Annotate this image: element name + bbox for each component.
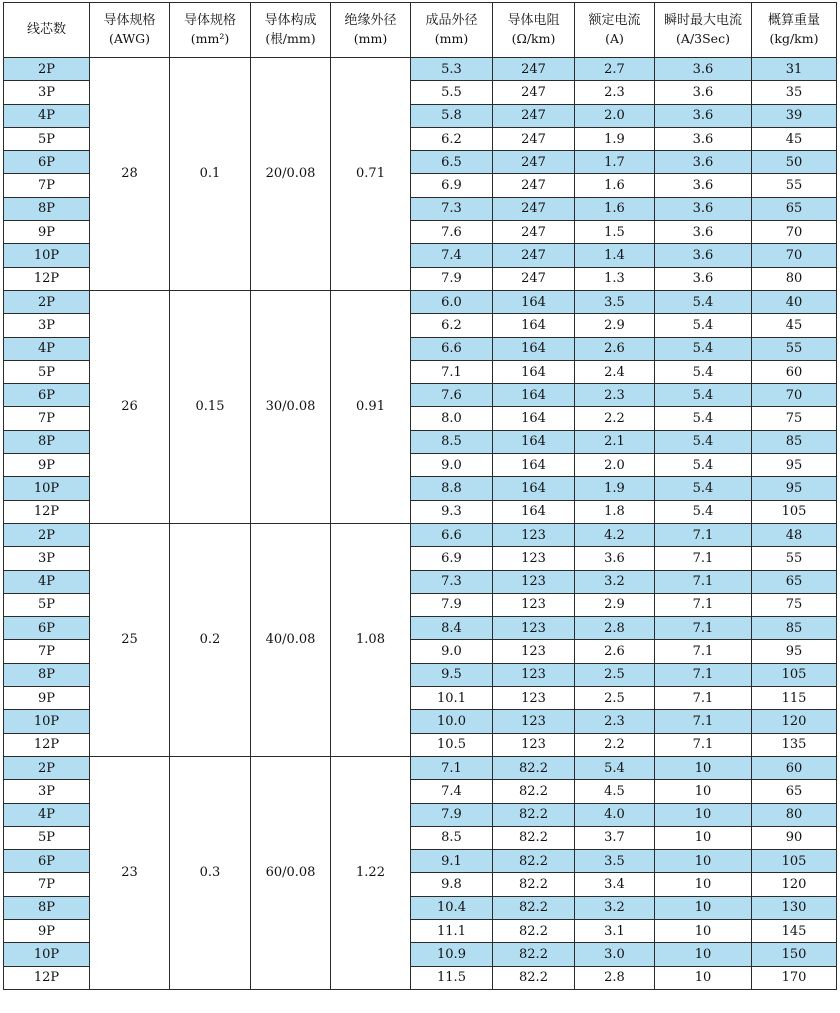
cell-strand: 40/0.08 [251,523,331,756]
table-body [4,58,837,990]
cell-outer-diameter: 9.0 [411,454,493,477]
cell-max-current: 3.6 [655,104,752,127]
cell-rated-current: 2.4 [575,360,655,383]
cell-max-current: 3.6 [655,221,752,244]
cell-max-current: 5.4 [655,454,752,477]
cell-max-current: 3.6 [655,81,752,104]
cell-rated-current: 3.7 [575,826,655,849]
cell-outer-diameter: 7.9 [411,803,493,826]
cell-resistance: 123 [493,663,575,686]
cell-insulation: 1.08 [331,523,411,756]
cell-cores: 9P [4,687,90,710]
cell-weight: 70 [752,221,837,244]
header-insulation: 绝缘外径 (mm) [331,3,411,58]
table-row [4,290,837,313]
cell-max-current: 10 [655,919,752,942]
cell-weight: 130 [752,896,837,919]
cell-mm2: 0.1 [170,58,251,291]
cell-cores: 7P [4,174,90,197]
header-outer-diameter: 成品外径 (mm) [411,3,493,58]
cell-outer-diameter: 5.5 [411,81,493,104]
cell-max-current: 5.4 [655,407,752,430]
cell-resistance: 123 [493,640,575,663]
cell-cores: 3P [4,780,90,803]
header-weight: 概算重量 (kg/km) [752,3,837,58]
cell-strand: 60/0.08 [251,756,331,989]
cell-weight: 135 [752,733,837,756]
cell-outer-diameter: 7.4 [411,780,493,803]
cell-resistance: 247 [493,197,575,220]
cell-max-current: 3.6 [655,197,752,220]
cell-outer-diameter: 10.5 [411,733,493,756]
cell-outer-diameter: 7.3 [411,570,493,593]
cell-outer-diameter: 9.5 [411,663,493,686]
cell-max-current: 10 [655,850,752,873]
cell-cores: 10P [4,710,90,733]
cell-outer-diameter: 8.8 [411,477,493,500]
cell-rated-current: 4.2 [575,523,655,546]
cell-max-current: 3.6 [655,127,752,150]
cell-cores: 7P [4,873,90,896]
cell-weight: 50 [752,151,837,174]
cell-cores: 5P [4,826,90,849]
cell-max-current: 7.1 [655,547,752,570]
cell-weight: 75 [752,407,837,430]
cell-rated-current: 3.0 [575,943,655,966]
cell-outer-diameter: 7.1 [411,360,493,383]
cell-awg: 23 [90,756,170,989]
cell-max-current: 7.1 [655,593,752,616]
cell-max-current: 10 [655,896,752,919]
cell-outer-diameter: 7.4 [411,244,493,267]
cell-cores: 7P [4,407,90,430]
cell-awg: 28 [90,58,170,291]
cell-max-current: 7.1 [655,617,752,640]
cell-resistance: 82.2 [493,966,575,989]
cell-rated-current: 2.3 [575,710,655,733]
cell-outer-diameter: 6.6 [411,337,493,360]
cell-cores: 2P [4,290,90,313]
cell-max-current: 7.1 [655,687,752,710]
cell-strand: 30/0.08 [251,290,331,523]
cell-resistance: 247 [493,151,575,174]
cell-weight: 105 [752,850,837,873]
cell-max-current: 7.1 [655,523,752,546]
cell-max-current: 3.6 [655,58,752,81]
header-rated-current: 额定电流 (A) [575,3,655,58]
cell-resistance: 123 [493,617,575,640]
cell-max-current: 3.6 [655,151,752,174]
table-row [4,523,837,546]
cable-spec-table [3,2,837,990]
cell-cores: 10P [4,244,90,267]
cell-weight: 70 [752,384,837,407]
cell-resistance: 123 [493,710,575,733]
cell-cores: 8P [4,663,90,686]
cell-outer-diameter: 8.5 [411,430,493,453]
cell-max-current: 7.1 [655,640,752,663]
cell-rated-current: 2.5 [575,663,655,686]
cell-outer-diameter: 7.1 [411,756,493,779]
cell-rated-current: 3.2 [575,896,655,919]
cell-mm2: 0.2 [170,523,251,756]
table-header [4,3,837,58]
cell-weight: 60 [752,360,837,383]
header-resistance: 导体电阻 (Ω/km) [493,3,575,58]
cell-cores: 9P [4,919,90,942]
cell-rated-current: 2.0 [575,454,655,477]
cell-outer-diameter: 7.3 [411,197,493,220]
cell-max-current: 5.4 [655,337,752,360]
cell-weight: 80 [752,803,837,826]
cell-rated-current: 2.1 [575,430,655,453]
cell-max-current: 3.6 [655,244,752,267]
cell-rated-current: 2.0 [575,104,655,127]
cell-rated-current: 4.5 [575,780,655,803]
cell-cores: 10P [4,943,90,966]
cell-outer-diameter: 10.1 [411,687,493,710]
cell-max-current: 10 [655,780,752,803]
cell-rated-current: 2.2 [575,733,655,756]
cell-resistance: 164 [493,500,575,523]
cell-outer-diameter: 9.8 [411,873,493,896]
cell-insulation: 0.91 [331,290,411,523]
cell-cores: 3P [4,314,90,337]
cell-cores: 9P [4,454,90,477]
cell-weight: 145 [752,919,837,942]
cell-rated-current: 1.3 [575,267,655,290]
cell-max-current: 10 [655,803,752,826]
cell-resistance: 164 [493,477,575,500]
cell-awg: 26 [90,290,170,523]
cell-cores: 8P [4,197,90,220]
cell-cores: 4P [4,104,90,127]
cell-max-current: 7.1 [655,663,752,686]
cell-cores: 12P [4,500,90,523]
cell-rated-current: 5.4 [575,756,655,779]
cell-weight: 60 [752,756,837,779]
cell-weight: 55 [752,547,837,570]
cell-max-current: 7.1 [655,570,752,593]
cell-cores: 9P [4,221,90,244]
cell-rated-current: 1.9 [575,477,655,500]
cell-max-current: 7.1 [655,733,752,756]
cell-rated-current: 1.8 [575,500,655,523]
cell-cores: 4P [4,337,90,360]
cell-outer-diameter: 10.0 [411,710,493,733]
cell-cores: 6P [4,850,90,873]
cell-rated-current: 2.6 [575,640,655,663]
cell-outer-diameter: 6.9 [411,174,493,197]
cell-max-current: 10 [655,873,752,896]
cell-resistance: 123 [493,547,575,570]
cell-strand: 20/0.08 [251,58,331,291]
cell-rated-current: 3.1 [575,919,655,942]
cell-outer-diameter: 11.1 [411,919,493,942]
cell-rated-current: 2.5 [575,687,655,710]
cell-resistance: 123 [493,687,575,710]
header-strand: 导体构成 (根/mm) [251,3,331,58]
cell-outer-diameter: 10.9 [411,943,493,966]
cell-weight: 85 [752,617,837,640]
cell-outer-diameter: 6.2 [411,127,493,150]
cell-outer-diameter: 6.0 [411,290,493,313]
cell-rated-current: 1.4 [575,244,655,267]
cell-resistance: 82.2 [493,803,575,826]
cell-outer-diameter: 8.0 [411,407,493,430]
cell-resistance: 123 [493,523,575,546]
cell-weight: 105 [752,500,837,523]
header-cores: 线芯数 [4,3,90,58]
header-max-current: 瞬时最大电流 (A/3Sec) [655,3,752,58]
cell-resistance: 247 [493,174,575,197]
cell-resistance: 123 [493,570,575,593]
cell-resistance: 164 [493,290,575,313]
cell-outer-diameter: 6.6 [411,523,493,546]
cell-resistance: 82.2 [493,919,575,942]
cell-cores: 3P [4,547,90,570]
cell-outer-diameter: 6.2 [411,314,493,337]
cell-weight: 45 [752,314,837,337]
cell-max-current: 3.6 [655,174,752,197]
cell-outer-diameter: 11.5 [411,966,493,989]
cell-insulation: 1.22 [331,756,411,989]
cell-cores: 4P [4,803,90,826]
cell-weight: 31 [752,58,837,81]
table-row [4,756,837,779]
cell-weight: 80 [752,267,837,290]
cell-cores: 10P [4,477,90,500]
cell-rated-current: 4.0 [575,803,655,826]
cell-rated-current: 1.7 [575,151,655,174]
cell-mm2: 0.3 [170,756,251,989]
cell-max-current: 10 [655,966,752,989]
cell-resistance: 164 [493,454,575,477]
cell-outer-diameter: 10.4 [411,896,493,919]
cell-outer-diameter: 7.9 [411,593,493,616]
cell-cores: 8P [4,896,90,919]
cell-cores: 6P [4,151,90,174]
cell-max-current: 5.4 [655,430,752,453]
cell-outer-diameter: 7.6 [411,221,493,244]
cell-outer-diameter: 9.3 [411,500,493,523]
cell-resistance: 247 [493,58,575,81]
cell-resistance: 123 [493,593,575,616]
cell-max-current: 5.4 [655,360,752,383]
cell-resistance: 164 [493,337,575,360]
cell-resistance: 247 [493,81,575,104]
cell-weight: 170 [752,966,837,989]
cell-max-current: 10 [655,756,752,779]
cell-resistance: 247 [493,244,575,267]
cell-outer-diameter: 8.4 [411,617,493,640]
cell-resistance: 164 [493,430,575,453]
cell-resistance: 82.2 [493,756,575,779]
cell-rated-current: 3.4 [575,873,655,896]
cell-weight: 120 [752,873,837,896]
cell-cores: 3P [4,81,90,104]
table-row [4,58,837,81]
cell-rated-current: 3.5 [575,290,655,313]
cell-outer-diameter: 8.5 [411,826,493,849]
cell-max-current: 10 [655,943,752,966]
cell-max-current: 5.4 [655,477,752,500]
cell-weight: 115 [752,687,837,710]
cell-max-current: 10 [655,826,752,849]
cell-resistance: 247 [493,221,575,244]
cell-insulation: 0.71 [331,58,411,291]
cell-weight: 35 [752,81,837,104]
cell-max-current: 3.6 [655,267,752,290]
cell-rated-current: 1.6 [575,174,655,197]
cell-resistance: 82.2 [493,850,575,873]
cell-outer-diameter: 7.9 [411,267,493,290]
cell-resistance: 82.2 [493,780,575,803]
cell-cores: 12P [4,267,90,290]
cell-cores: 5P [4,360,90,383]
cell-rated-current: 3.2 [575,570,655,593]
cell-rated-current: 2.3 [575,81,655,104]
cell-rated-current: 2.8 [575,966,655,989]
cell-rated-current: 2.6 [575,337,655,360]
header-mm2: 导体规格 (mm²) [170,3,251,58]
cell-cores: 7P [4,640,90,663]
cell-outer-diameter: 6.5 [411,151,493,174]
cell-cores: 2P [4,523,90,546]
cell-max-current: 5.4 [655,314,752,337]
cell-rated-current: 2.9 [575,314,655,337]
cell-rated-current: 1.9 [575,127,655,150]
cell-resistance: 164 [493,360,575,383]
cell-resistance: 247 [493,104,575,127]
cell-outer-diameter: 9.1 [411,850,493,873]
cell-cores: 6P [4,617,90,640]
cell-rated-current: 2.7 [575,58,655,81]
cell-cores: 8P [4,430,90,453]
cell-rated-current: 3.6 [575,547,655,570]
cell-weight: 90 [752,826,837,849]
cell-outer-diameter: 7.6 [411,384,493,407]
cell-weight: 85 [752,430,837,453]
cell-weight: 75 [752,593,837,616]
cell-resistance: 123 [493,733,575,756]
cell-cores: 5P [4,127,90,150]
cell-weight: 105 [752,663,837,686]
cell-mm2: 0.15 [170,290,251,523]
cell-cores: 12P [4,966,90,989]
cell-outer-diameter: 5.8 [411,104,493,127]
cell-resistance: 82.2 [493,826,575,849]
cell-cores: 12P [4,733,90,756]
cell-resistance: 82.2 [493,873,575,896]
cell-resistance: 164 [493,314,575,337]
cell-weight: 70 [752,244,837,267]
cell-rated-current: 1.6 [575,197,655,220]
cell-resistance: 164 [493,407,575,430]
cell-awg: 25 [90,523,170,756]
cell-weight: 150 [752,943,837,966]
cell-max-current: 5.4 [655,384,752,407]
cell-resistance: 164 [493,384,575,407]
cell-weight: 95 [752,477,837,500]
cell-weight: 65 [752,570,837,593]
cell-weight: 48 [752,523,837,546]
cell-cores: 4P [4,570,90,593]
cell-cores: 2P [4,756,90,779]
cell-rated-current: 2.8 [575,617,655,640]
cell-cores: 5P [4,593,90,616]
cell-resistance: 247 [493,267,575,290]
cell-max-current: 7.1 [655,710,752,733]
cell-rated-current: 2.9 [575,593,655,616]
cell-resistance: 247 [493,127,575,150]
cell-outer-diameter: 9.0 [411,640,493,663]
cell-rated-current: 2.2 [575,407,655,430]
cell-weight: 95 [752,640,837,663]
cell-weight: 95 [752,454,837,477]
cell-weight: 65 [752,197,837,220]
cell-weight: 65 [752,780,837,803]
cell-resistance: 82.2 [493,943,575,966]
cell-weight: 40 [752,290,837,313]
cell-weight: 55 [752,174,837,197]
cell-cores: 6P [4,384,90,407]
cell-outer-diameter: 6.9 [411,547,493,570]
cell-weight: 39 [752,104,837,127]
cell-weight: 45 [752,127,837,150]
header-awg: 导体规格 (AWG) [90,3,170,58]
cell-cores: 2P [4,58,90,81]
cell-weight: 120 [752,710,837,733]
cell-resistance: 82.2 [493,896,575,919]
cell-rated-current: 2.3 [575,384,655,407]
cell-rated-current: 1.5 [575,221,655,244]
cell-max-current: 5.4 [655,290,752,313]
cell-weight: 55 [752,337,837,360]
cell-rated-current: 3.5 [575,850,655,873]
cell-max-current: 5.4 [655,500,752,523]
cell-outer-diameter: 5.3 [411,58,493,81]
